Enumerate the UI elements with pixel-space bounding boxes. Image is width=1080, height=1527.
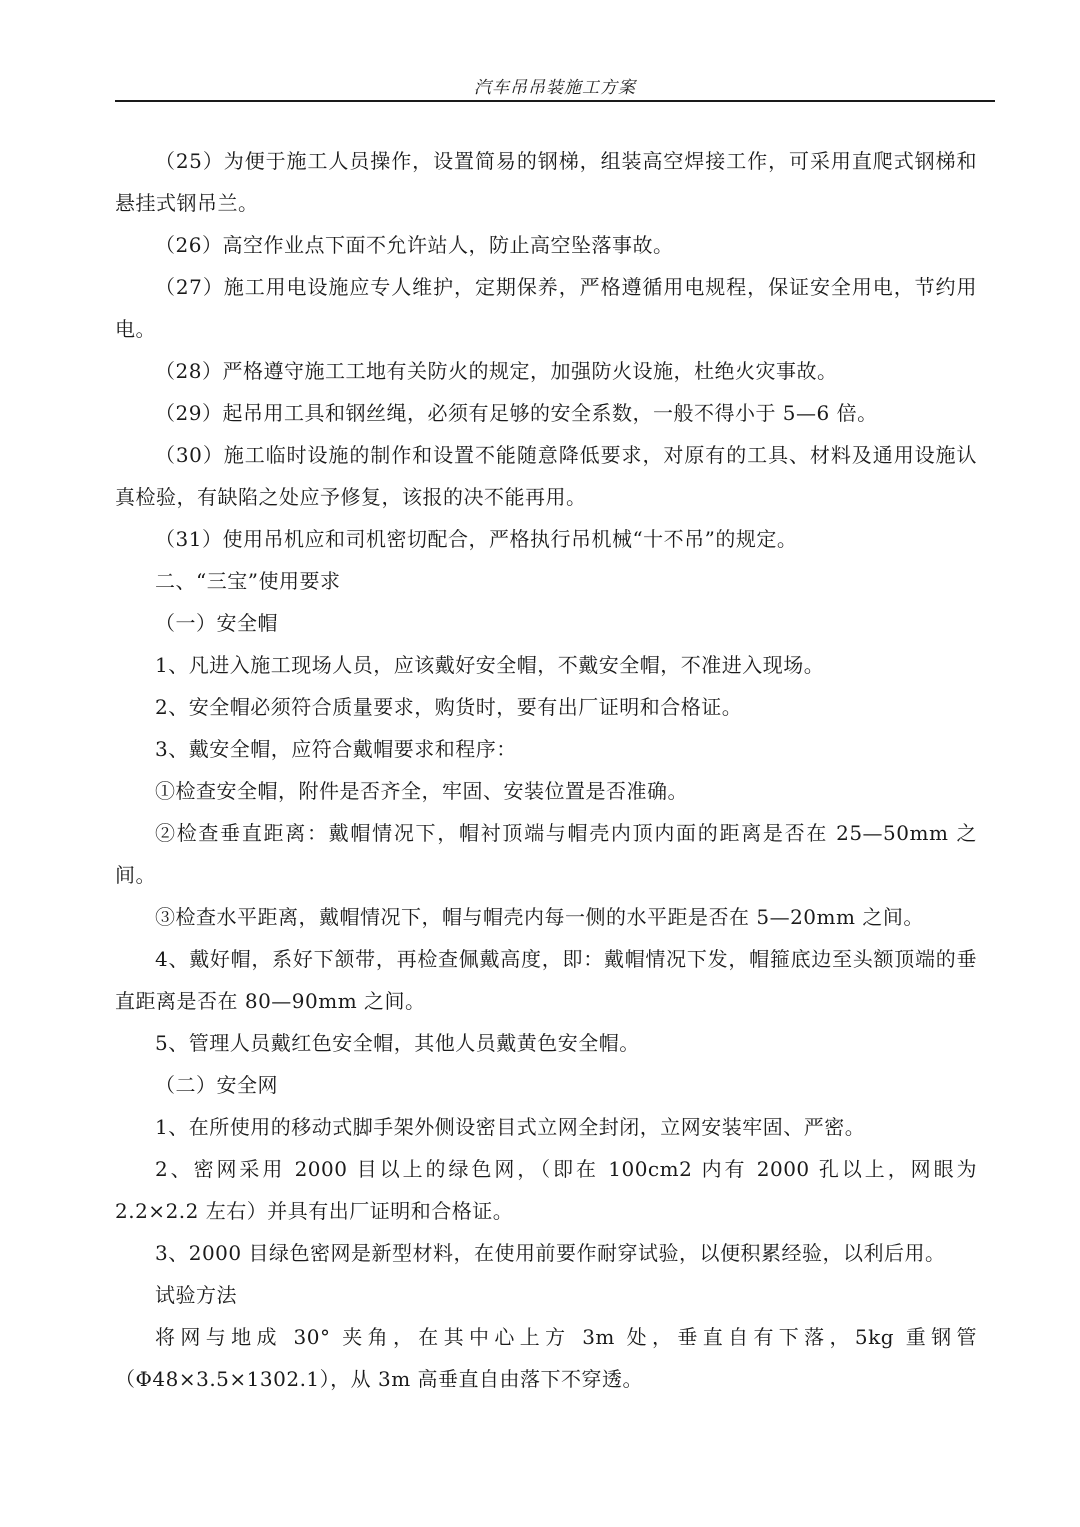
helmet-item-3: 3、戴安全帽，应符合戴帽要求和程序： bbox=[155, 737, 517, 761]
test-method-text: 将网与地成 30° 夹角，在其中心上方 3m 处，垂直自有下落，5kg 重钢管（Φ48×3.5×1302.1），从 3m 高垂直自由落下不穿透。 bbox=[115, 1325, 977, 1391]
paragraph-31: （31）使用吊机应和司机密切配合，严格执行吊机械“十不吊”的规定。 bbox=[155, 527, 798, 551]
paragraph-27: （27）施工用电设施应专人维护，定期保养，严格遵循用电规程，保证安全用电，节约用电。 bbox=[115, 275, 977, 341]
paragraph-25: （25）为便于施工人员操作，设置简易的钢梯，组装高空焊接工作，可采用直爬式钢梯和悬挂式钢吊兰。 bbox=[115, 149, 977, 215]
helmet-check-3: ③检查水平距离，戴帽情况下，帽与帽壳内每一侧的水平距是否在 5—20mm 之间。 bbox=[155, 905, 924, 929]
helmet-item-4: 4、戴好帽，系好下颔带，再检查佩戴高度，即：戴帽情况下发，帽箍底边至头额顶端的垂直距离是否在 80—90mm 之间。 bbox=[115, 947, 977, 1013]
helmet-item-5: 5、管理人员戴红色安全帽，其他人员戴黄色安全帽。 bbox=[155, 1031, 640, 1055]
net-item-2: 2、密网采用 2000 目以上的绿色网，（即在 100cm2 内有 2000 孔以上，网眼为 2.2×2.2 左右）并具有出厂证明和合格证。 bbox=[115, 1157, 977, 1223]
header-title: 汽车吊吊装施工方案 bbox=[474, 78, 636, 98]
helmet-item-1: 1、凡进入施工现场人员，应该戴好安全帽，不戴安全帽，不准进入现场。 bbox=[155, 653, 825, 677]
paragraph-26: （26）高空作业点下面不允许站人，防止高空坠落事故。 bbox=[155, 233, 674, 257]
test-method-heading: 试验方法 bbox=[155, 1283, 237, 1307]
helmet-item-2: 2、安全帽必须符合质量要求，购货时，要有出厂证明和合格证。 bbox=[155, 695, 743, 719]
subsection-heading-safety-net: （二）安全网 bbox=[155, 1073, 278, 1097]
section-heading-three-treasures: 二、“三宝”使用要求 bbox=[155, 569, 341, 593]
net-item-3: 3、2000 目绿色密网是新型材料，在使用前要作耐穿试验，以便积累经验，以利后用。 bbox=[155, 1241, 946, 1265]
paragraph-30: （30）施工临时设施的制作和设置不能随意降低要求，对原有的工具、材料及通用设施认真检验，有缺陷之处应予修复，该报的决不能再用。 bbox=[115, 443, 977, 509]
helmet-check-2: ②检查垂直距离：戴帽情况下，帽衬顶端与帽壳内顶内面的距离是否在 25—50mm 之间。 bbox=[115, 821, 977, 887]
page-header bbox=[115, 76, 995, 102]
paragraph-28: （28）严格遵守施工工地有关防火的规定，加强防火设施，杜绝火灾事故。 bbox=[155, 359, 838, 383]
net-item-1: 1、在所使用的移动式脚手架外侧设密目式立网全封闭，立网安装牢固、严密。 bbox=[155, 1115, 866, 1139]
document-body bbox=[115, 140, 977, 1400]
paragraph-29: （29）起吊用工具和钢丝绳，必须有足够的安全系数，一般不得小于 5—6 倍。 bbox=[155, 401, 878, 425]
subsection-heading-helmet: （一）安全帽 bbox=[155, 611, 278, 635]
helmet-check-1: ①检查安全帽，附件是否齐全，牢固、安装位置是否准确。 bbox=[155, 779, 688, 803]
